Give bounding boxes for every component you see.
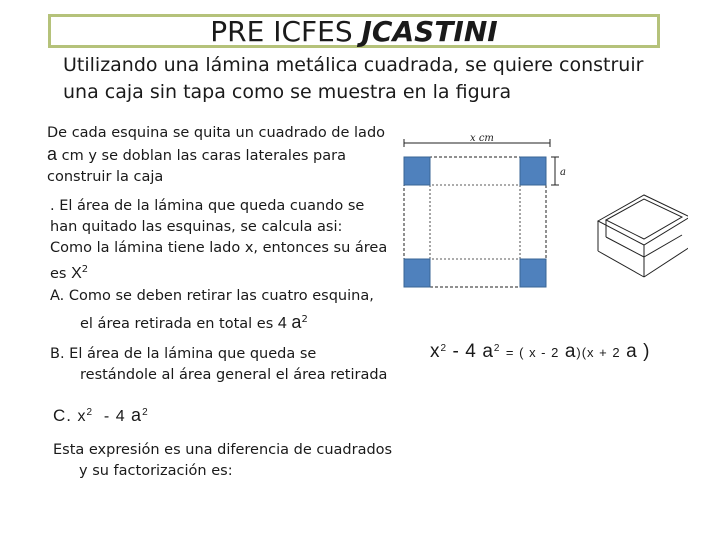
paragraph-area	[50, 196, 400, 335]
paragraph-factorization	[53, 440, 413, 482]
width-label: x cm	[470, 133, 494, 144]
para3-line-2: y su factorización es:	[79, 463, 233, 479]
title-brand: JCASTINI	[361, 15, 498, 48]
para2-line-4: es $X^2$	[50, 264, 89, 282]
corner-square-top-left	[404, 157, 430, 185]
title-text: PRE ICFES	[210, 15, 362, 48]
sheet-diagram	[404, 133, 566, 287]
para3-line-1: Esta expresión es una diferencia de cuadrados	[53, 442, 393, 458]
para1-line-1: De cada esquina se quita un cuadrado de lado	[47, 125, 386, 141]
intro-text	[63, 52, 703, 106]
item-a-label: A.	[50, 288, 65, 304]
var-a: a	[47, 144, 58, 164]
corner-square-bottom-left	[404, 259, 430, 287]
page-title	[48, 14, 660, 48]
item-c: C. $x^2 - 4$ $a^2$	[53, 405, 149, 425]
paragraph-corners	[47, 123, 397, 188]
para2-line-2: han quitado las esquinas, se calcula asi:	[50, 219, 343, 235]
corner-square-bottom-right	[520, 259, 546, 287]
para2-line-3: Como la lámina tiene lado x, entonces su área	[50, 240, 388, 256]
para1-line-3: construir la caja	[47, 169, 164, 185]
intro-line-1: Utilizando una lámina metálica cuadrada, se quiere construir	[63, 54, 644, 76]
factorization-formula: $x^2 - 4$ $a^2$ = ( x - 2 a)(x + 2 a )	[430, 341, 651, 362]
var-x: X	[71, 265, 82, 282]
item-a-line-2: el área retirada en total es 4 $a^2$	[80, 312, 308, 332]
para2-line-1: . El área de la lámina que queda cuando se	[50, 198, 365, 214]
corner-square-top-right	[520, 157, 546, 185]
box-figure	[398, 133, 688, 293]
item-b	[50, 344, 410, 386]
open-box-drawing	[598, 195, 688, 277]
item-a: A. Como se deben retirar las cuatro esquina,	[50, 288, 374, 304]
corner-label: a	[560, 167, 566, 178]
item-b-line-2: restándole al área general el área retirada	[80, 367, 388, 383]
intro-line-2: una caja sin tapa como se muestra en la figura	[63, 81, 512, 103]
para1-line-2: a cm y se doblan las caras laterales para	[47, 144, 346, 164]
item-b-line-1: B. El área de la lámina que queda se	[50, 346, 317, 362]
